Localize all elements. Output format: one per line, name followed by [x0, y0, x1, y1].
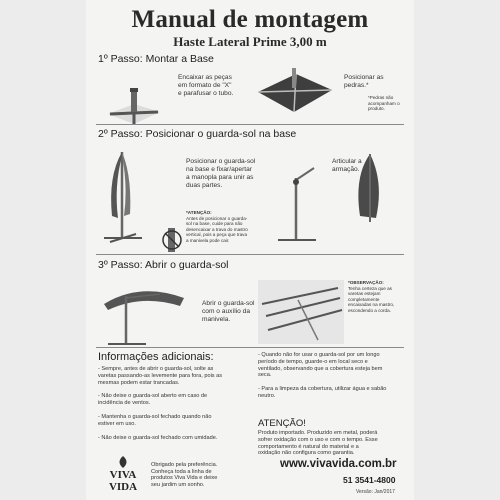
step2-heading: 2º Passo: Posicionar o guarda-sol na base [98, 128, 297, 140]
thanks-line: Conheça toda a linha de [151, 468, 212, 475]
info-line: - Mantenha o guarda-sol fechado quando não [98, 413, 212, 420]
info-line: - Quando não for usar o guarda-sol por um longo [258, 352, 380, 358]
info-item [98, 435, 248, 442]
info-item [98, 414, 248, 428]
info-line: - Sempre, antes de abrir o guarda-sol, solte as [98, 366, 214, 372]
info-title: Informações adicionais: [98, 351, 214, 363]
info-line: seca. [258, 372, 272, 379]
step2-text-line: duas partes. [186, 182, 223, 189]
step1-text-line: pedras.* [344, 82, 369, 89]
info-item [98, 366, 248, 386]
phone-number: 51 3541-4800 [343, 475, 396, 485]
step2-warning-line: Antes de posicionar o guarda- [186, 215, 248, 221]
svg-text:VIVA: VIVA [109, 469, 137, 481]
step2-text-line: a manopla para unir as [186, 174, 254, 181]
info-item [98, 393, 248, 407]
step2-text-line: na base e fixar/apertar [186, 166, 252, 173]
articulated-umbrella-photo [270, 158, 324, 244]
step1-text-line: Encaixar as peças [178, 74, 232, 81]
step3-note-line: *OBSERVAÇÃO: [348, 280, 384, 285]
base-cross-photo [104, 84, 164, 128]
version-label: Versão: Jan/2017 [356, 489, 395, 495]
step2-text-line: Articular a [332, 158, 362, 165]
thanks-line: produtos Viva Vida e deixe [151, 475, 218, 482]
step3-note-line: completamente [348, 296, 380, 302]
step2-warning-line: a manivela pode cair. [186, 237, 230, 243]
step2-warning-line: *ATENÇÃO: [186, 210, 212, 215]
attention-line: sofrer oxidação com o uso e com o tempo. Esse [258, 436, 378, 443]
info-line: ventilado, observando que a cobertura esteja bem [258, 365, 383, 372]
info-line: neutro. [258, 392, 276, 399]
step1-note-line: *Pedras não [368, 95, 394, 100]
step3-note-line: Tenha certeza que as [348, 285, 392, 291]
info-right-items [258, 352, 408, 400]
step1-text-line: e parafusar o tubo. [178, 90, 234, 97]
footer-thanks [151, 462, 273, 488]
step1-heading: 1º Passo: Montar a Base [98, 53, 214, 65]
step1-note-line: produto. [368, 106, 385, 112]
section-divider [96, 347, 404, 348]
attention-line: comportamento é natural do material e a [258, 443, 359, 450]
info-line: mesmas podem estar trancadas. [98, 379, 180, 386]
step2-text-line: armação. [332, 166, 360, 173]
ribs-detail-photo [258, 280, 344, 344]
step1-note-line: acompanham o [368, 100, 400, 106]
step2-warning-line: desencaixar a trava do mastro [186, 226, 248, 232]
closed-umbrella-photo [100, 146, 148, 246]
info-line: período de tempo, guarde-o em local seco e [258, 358, 368, 365]
attention-text [258, 430, 408, 457]
thanks-line: seu jardim um sonho. [151, 481, 205, 488]
step2-warning-line: vertical, pois a peça que trava [186, 232, 248, 238]
info-left-items [98, 366, 248, 441]
step2-warning [186, 210, 248, 244]
manual-subtitle: Haste Lateral Prime 3,00 m [173, 34, 327, 49]
info-item [258, 386, 408, 400]
step2-text-line: Posicionar o guarda-sol [186, 158, 256, 165]
attention-line: Produto importado. Produzido em metal, poderá [258, 430, 378, 436]
section-divider [96, 254, 404, 255]
info-line: - Para a limpeza da cobertura, utilizar água e sabão [258, 386, 387, 393]
step3-text-line: Abrir o guarda-sol [202, 300, 255, 307]
viva-vida-logo [100, 454, 146, 494]
step3-text-line: manivela. [202, 316, 231, 323]
step1-text-right [344, 74, 384, 90]
open-umbrella-photo [100, 274, 186, 348]
step1-text-line: Posicionar as [344, 74, 384, 81]
step3-note-line: encaixadas na mastro, [348, 302, 395, 308]
thanks-line: Obrigado pela preferência. [151, 462, 218, 468]
canopy-photo [340, 146, 404, 242]
step3-note [348, 280, 394, 314]
website-link[interactable]: www.vivavida.com.br [280, 458, 397, 470]
step1-text-line: em formato de "X" [178, 82, 232, 89]
svg-text:VIDA: VIDA [108, 481, 138, 493]
info-line: incidência de ventos. [98, 400, 151, 407]
step3-text-line: com o auxílio da [202, 308, 251, 315]
info-line: varetas passando-as levemente para fora, pois as [98, 372, 223, 379]
section-divider [96, 124, 404, 125]
info-line: estiver em uso. [98, 420, 136, 427]
step1-note [368, 95, 400, 112]
info-line: - Não deixe o guarda-sol aberto em caso de [98, 393, 208, 400]
step2-warning-line: sol na base, cuide para não [186, 221, 243, 227]
attention-line: oxidação não configura como garantia. [258, 450, 355, 457]
step1-text-left [178, 74, 233, 98]
base-stones-photo [256, 66, 334, 116]
step3-heading: 3º Passo: Abrir o guarda-sol [98, 259, 229, 271]
step3-note-line: escondendo a corda. [348, 307, 391, 313]
attention-title: ATENÇÃO! [258, 418, 306, 429]
step3-text [202, 300, 254, 324]
step2-text-left [186, 158, 255, 190]
info-item [258, 352, 408, 379]
manual-title: Manual de montagem [131, 6, 369, 33]
step3-note-line: varetas estejam [348, 291, 381, 297]
warning-detail-photo [160, 226, 184, 256]
info-line: - Não deixe o guarda-sol fechado com umidade. [98, 434, 218, 441]
